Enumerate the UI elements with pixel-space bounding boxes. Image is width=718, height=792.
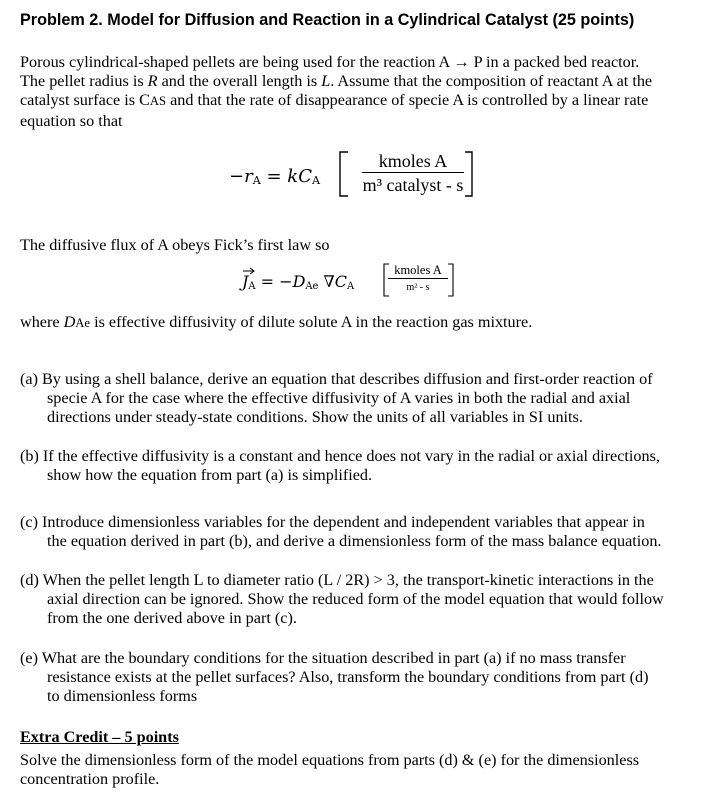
- where-line: [20, 313, 682, 333]
- extra-credit-line-2: concentration profile.: [20, 770, 160, 789]
- part-d: [20, 571, 682, 629]
- intro-line-1: Porous cylindrical-shaped pellets are being used for the reaction A → P in a packed bed reactor.: [20, 53, 640, 71]
- gradient-operator: ∇: [318, 272, 335, 291]
- fick-line: The diffusive flux of A obeys Fick’s first law so: [20, 236, 330, 254]
- diffusivity-subscript: Ae: [75, 316, 91, 330]
- rate-units-numerator: kmoles A: [378, 151, 448, 171]
- diffusivity-symbol: D: [63, 313, 76, 331]
- concentration-subscript: A: [311, 174, 321, 187]
- part-d-line-1: (d) When the pellet length L to diameter ratio (L / 2R) > 3, the transport-kinetic interactions in the: [20, 571, 654, 589]
- diffusivity-subscript: Ae: [305, 280, 319, 292]
- flux-units-numerator: kmoles A: [394, 263, 442, 277]
- radius-symbol: R: [147, 72, 158, 91]
- flux-subscript: A: [248, 280, 256, 292]
- equals-minus: = −: [255, 272, 293, 291]
- part-b-line-2: show how the equation from part (a) is simplified.: [47, 466, 373, 485]
- intro-text: and the overall length is: [157, 72, 322, 91]
- part-d-line-2: axial direction can be ignored. Show the reduced form of the model equation that would follow: [47, 590, 664, 609]
- where-text: is effective diffusivity of dilute solute A in the reaction gas mixture.: [90, 313, 533, 331]
- intro-text: catalyst surface is C: [20, 91, 150, 110]
- concentration-symbol: C: [334, 272, 347, 291]
- rate-symbol: r: [244, 166, 253, 187]
- where-paragraph: [20, 313, 682, 333]
- minus-sign: −: [229, 166, 245, 187]
- part-b: [20, 447, 682, 485]
- rate-units-fraction: [362, 150, 464, 197]
- rate-subscript: A: [252, 174, 261, 187]
- flux-units-fraction: [388, 262, 448, 297]
- part-b-line-1: (b) If the effective diffusivity is a constant and hence does not vary in the radial or axial directions,: [20, 447, 660, 465]
- part-a: [20, 370, 682, 428]
- fick-equation-lhs: [242, 272, 354, 291]
- flux-units-denominator: m² - s: [388, 278, 448, 297]
- vector-arrow-icon: [242, 267, 256, 275]
- right-bracket-icon: [463, 150, 475, 198]
- problem-title: Problem 2. Model for Diffusion and Reaction in a Cylindrical Catalyst (25 points): [20, 11, 635, 29]
- diffusivity-symbol: D: [292, 272, 306, 291]
- part-e: [20, 649, 682, 707]
- length-symbol: L: [321, 72, 331, 91]
- part-c-line-1: (c) Introduce dimensionless variables for the dependent and independent variables that appear in: [20, 513, 645, 531]
- part-c-line-2: the equation derived in part (b), and derive a dimensionless form of the mass balance equation.: [47, 532, 662, 551]
- intro-line-2: [20, 72, 682, 91]
- rate-equation-lhs: [229, 166, 320, 187]
- intro-line-4: equation so that: [20, 111, 123, 130]
- intro-text: and that the rate of disappearance of specie A is controlled by a linear rate: [166, 91, 649, 110]
- fick-paragraph: [20, 236, 682, 255]
- extra-credit-heading: Extra Credit – 5 points: [20, 728, 179, 746]
- extra-credit-line-1: Solve the dimensionless form of the model equations from parts (d) & (e) for the dimensionless: [20, 751, 640, 769]
- right-bracket-icon: [446, 262, 456, 298]
- left-bracket-icon: [336, 150, 350, 198]
- surface-concentration-subscript: AS: [149, 94, 167, 109]
- rate-constant-concentration: kC: [287, 166, 312, 187]
- extra-credit-paragraph: [20, 751, 682, 789]
- equals-sign: =: [260, 166, 288, 187]
- intro-line-3: [20, 91, 682, 111]
- intro-paragraph: [20, 53, 682, 131]
- part-d-line-3: from the one derived above in part (c).: [47, 609, 297, 628]
- flux-symbol: J: [242, 272, 249, 291]
- part-a-line-2: specie A for the case where the effective diffusivity of A varies in both the radial and axial: [47, 389, 631, 408]
- rate-units-denominator: m³ catalyst - s: [362, 172, 464, 197]
- concentration-subscript: A: [346, 280, 355, 292]
- intro-text: . Assume that the composition of reactant A at the: [330, 72, 653, 91]
- part-a-line-1: (a) By using a shell balance, derive an equation that describes diffusion and first-order reaction of: [20, 370, 653, 388]
- part-e-line-2: resistance exists at the pellet surfaces? Also, transform the boundary conditions from part (d): [47, 668, 649, 687]
- part-e-line-1: (e) What are the boundary conditions for the situation described in part (a) if no mass transfer: [20, 649, 626, 667]
- where-text: where: [20, 313, 64, 331]
- part-c: [20, 513, 682, 551]
- part-a-line-3: directions under steady-state conditions. Show the units of all variables in SI units.: [47, 408, 583, 427]
- part-e-line-3: to dimensionless forms: [47, 687, 198, 706]
- intro-text: The pellet radius is: [20, 72, 148, 91]
